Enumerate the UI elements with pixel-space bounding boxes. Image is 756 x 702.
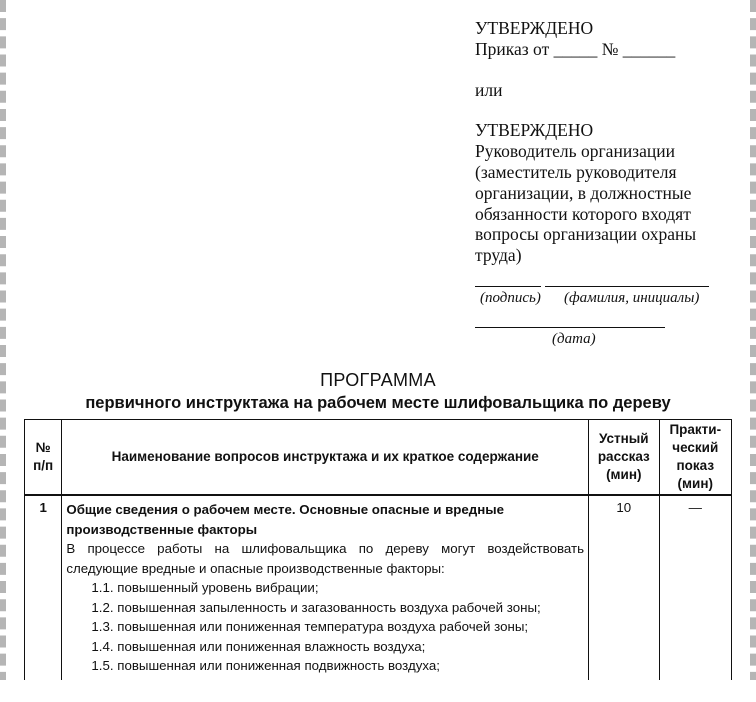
header-oral: Устный рассказ (мин): [589, 420, 660, 496]
factor-item: 1.5. повышенная или пониженная подвижность воздуха;: [91, 658, 440, 673]
date-caption: (дата): [552, 331, 596, 347]
approval-or: или: [475, 79, 503, 100]
factor-item: 1.2. повышенная запыленность и загазованность воздуха рабочей зоны;: [91, 599, 541, 615]
approval-line: организации, в должностные: [475, 182, 692, 203]
header-num: № п/п: [25, 420, 62, 496]
program-subtitle: первичного инструктажа на рабочем месте шлифовальщика по дереву: [85, 394, 671, 412]
name-line: [545, 286, 709, 287]
table-row: [25, 495, 732, 680]
row-practical-minutes: —: [659, 495, 731, 680]
header-name: Наименование вопросов инструктажа и их краткое содержание: [62, 420, 589, 496]
instruction-table: [24, 419, 732, 681]
approval-line: обязанности которого входят: [475, 203, 691, 224]
date-line: [475, 327, 665, 328]
approval-title-2: УТВЕРЖДЕНО: [475, 120, 594, 141]
signature-line: [475, 286, 541, 287]
page-bottom: [0, 680, 756, 702]
approval-line: (заместитель руководителя: [475, 161, 677, 182]
approval-line: Руководитель организации: [475, 141, 675, 162]
factor-item: 1.4. повышенная или пониженная влажность воздуха;: [91, 638, 426, 654]
section-title: Общие сведения о рабочем месте. Основные опасные и вредные производственные факторы: [66, 502, 504, 537]
header-practical: Практи- ческий показ (мин): [659, 420, 731, 496]
approval-line: труда): [475, 245, 522, 266]
row-oral-minutes: 10: [589, 495, 660, 680]
approval-order-line: Приказ от _____ № ______: [475, 38, 676, 59]
name-caption: (фамилия, инициалы): [564, 290, 700, 306]
approval-title-1: УТВЕРЖДЕНО: [475, 18, 594, 38]
signature-caption: (подпись): [480, 290, 541, 306]
factor-item: 1.1. повышенный уровень вибрации;: [91, 580, 319, 595]
section-intro: В процессе работы на шлифовальщика по дереву могут воздействовать следующие вредные и опасные производственные факторы:: [66, 541, 585, 576]
approval-line: вопросы организации охраны: [475, 224, 697, 245]
row-content: [62, 495, 589, 680]
approval-block: [475, 18, 745, 266]
program-title: ПРОГРАММА: [320, 370, 436, 390]
factor-item: 1.3. повышенная или пониженная температура воздуха рабочей зоны;: [91, 619, 529, 634]
row-num: 1: [25, 495, 62, 680]
